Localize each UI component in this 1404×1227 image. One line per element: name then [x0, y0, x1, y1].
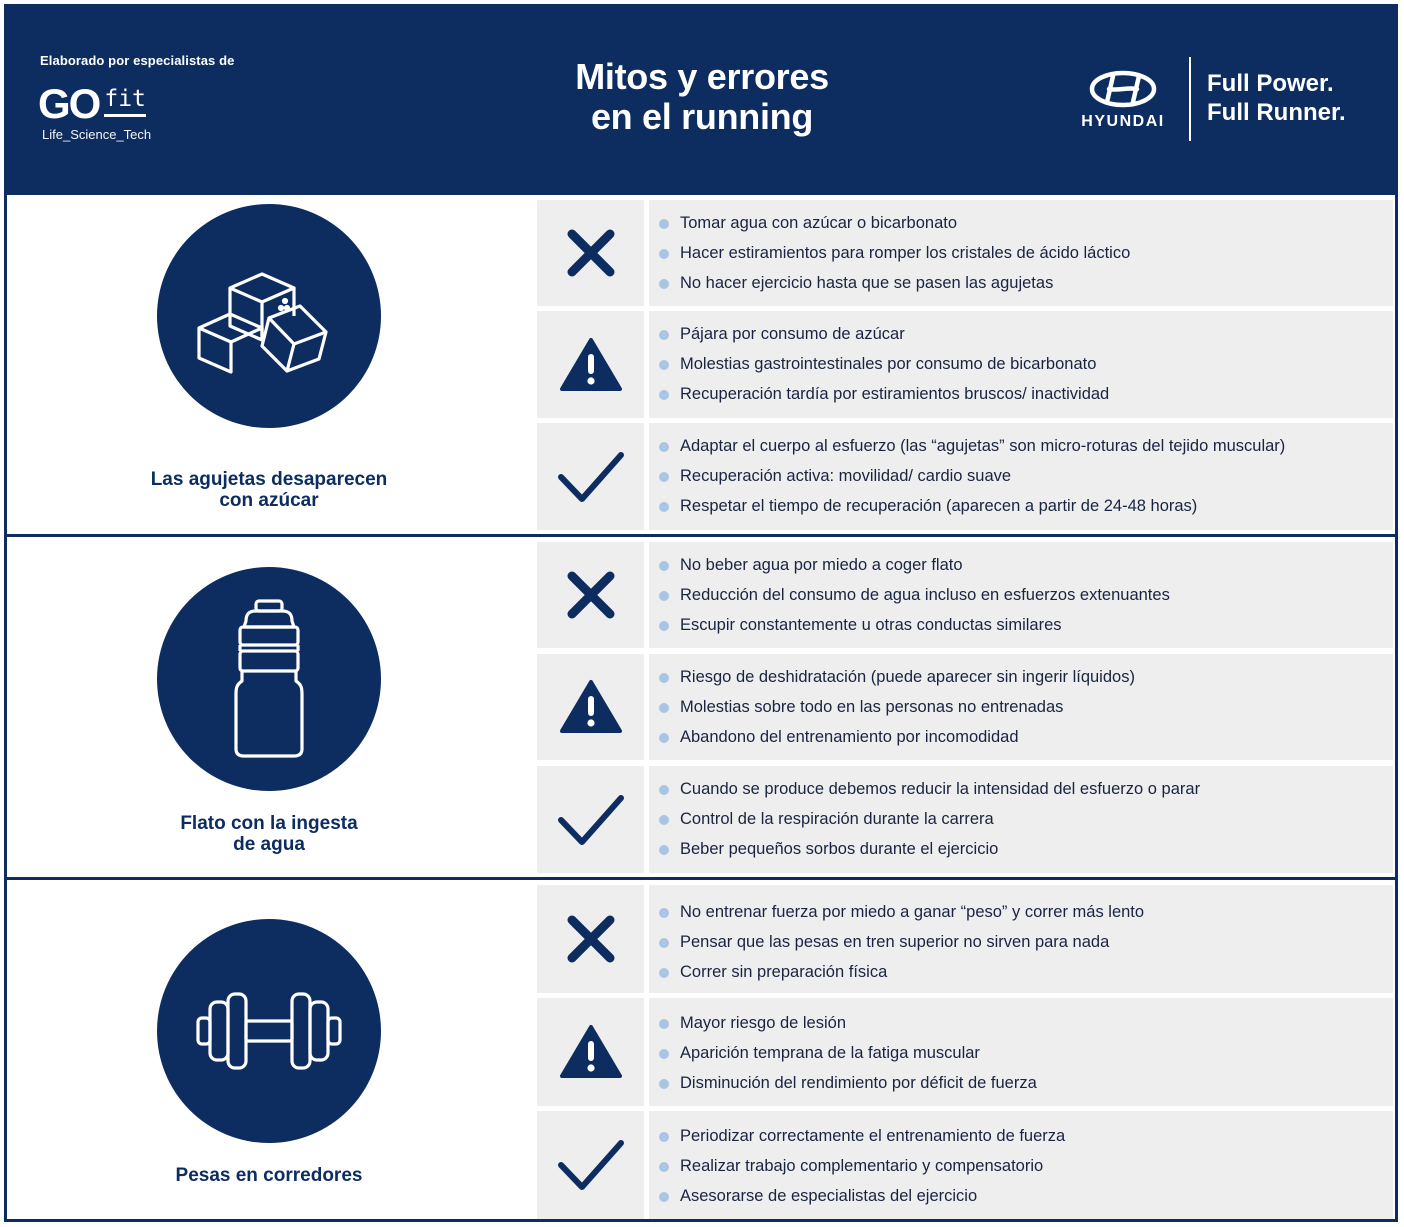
myth-title — [107, 469, 431, 511]
risk-icon-cell — [537, 311, 644, 418]
bullet-icon — [659, 815, 669, 825]
title-line-2: en el running — [590, 96, 814, 137]
myth-icon-circle — [157, 204, 381, 428]
title-line-1: Mitos y errores — [575, 56, 829, 97]
list-item — [659, 1044, 980, 1063]
bullet-icon — [659, 591, 669, 601]
list-item-text: Control de la respiración durante la carrera — [680, 810, 994, 828]
list-item-text: Riesgo de deshidratación (puede aparecer sin ingerir líquidos) — [680, 668, 1135, 686]
risk-list — [649, 654, 1393, 760]
myth-title-line-2: con azúcar — [219, 490, 319, 511]
list-item-text: Abandono del entrenamiento por incomodidad — [680, 728, 1019, 746]
checkmark-icon — [556, 1137, 626, 1193]
risk-list — [649, 311, 1393, 418]
bullet-icon — [659, 330, 669, 340]
list-item-text: Hacer estiramientos para romper los cristales de ácido láctico — [680, 244, 1131, 262]
right-list — [649, 423, 1393, 530]
bullet-icon — [659, 279, 669, 289]
bullet-icon — [659, 968, 669, 978]
list-item-text: Molestias sobre todo en las personas no entrenadas — [680, 698, 1064, 716]
list-item — [659, 963, 887, 982]
list-item-text: Correr sin preparación física — [680, 963, 888, 981]
page-title — [507, 57, 897, 137]
list-item — [659, 810, 994, 829]
list-item — [659, 274, 1053, 293]
section-divider — [7, 534, 1395, 537]
list-item — [659, 616, 1062, 635]
list-item — [659, 437, 1285, 456]
myth-title-line-2: de agua — [233, 834, 305, 855]
list-item-text: Periodizar correctamente el entrenamiento de fuerza — [680, 1127, 1066, 1145]
list-item-text: Asesorarse de especialistas del ejercicio — [680, 1187, 978, 1205]
list-item — [659, 355, 1096, 374]
myth-title — [107, 1165, 431, 1186]
checkmark-icon — [556, 449, 626, 505]
slogan-line-2: Full Runner. — [1207, 99, 1346, 126]
list-item-text: Cuando se produce debemos reducir la intensidad del esfuerzo o parar — [680, 780, 1201, 798]
list-item — [659, 1187, 977, 1206]
bullet-icon — [659, 845, 669, 855]
bullet-icon — [659, 390, 669, 400]
list-item — [659, 385, 1109, 404]
list-item-text: Beber pequeños sorbos durante el ejercicio — [680, 840, 999, 858]
bullet-icon — [659, 908, 669, 918]
wrong-list — [649, 200, 1393, 306]
bullet-icon — [659, 938, 669, 948]
bullet-icon — [659, 621, 669, 631]
bullet-icon — [659, 785, 669, 795]
gofit-logo — [38, 73, 146, 125]
list-item — [659, 933, 1109, 952]
cross-icon — [564, 912, 618, 966]
bullet-icon — [659, 1132, 669, 1142]
list-item — [659, 698, 1063, 717]
list-item — [659, 903, 1144, 922]
bullet-icon — [659, 360, 669, 370]
myth-title-line-1: Pesas en corredores — [175, 1165, 363, 1186]
list-item-text: Mayor riesgo de lesión — [680, 1014, 846, 1032]
list-item-text: Realizar trabajo complementario y compensatorio — [680, 1157, 1044, 1175]
list-item — [659, 780, 1200, 799]
bullet-icon — [659, 733, 669, 743]
checkmark-icon — [556, 792, 626, 848]
list-item — [659, 1074, 1037, 1093]
right-icon-cell — [537, 423, 644, 530]
list-item — [659, 467, 1011, 486]
bullet-icon — [659, 1162, 669, 1172]
myth-icon-circle — [157, 567, 381, 791]
list-item-text: Respetar el tiempo de recuperación (aparecen a partir de 24-48 horas) — [680, 497, 1198, 515]
dumbbell-icon — [194, 986, 344, 1076]
bullet-icon — [659, 673, 669, 683]
bullet-icon — [659, 502, 669, 512]
bullet-icon — [659, 1049, 669, 1059]
water-bottle-icon — [224, 599, 314, 759]
right-list — [649, 1111, 1393, 1219]
list-item — [659, 1127, 1065, 1146]
bullet-icon — [659, 1192, 669, 1202]
hyundai-emblem-icon — [1073, 69, 1173, 111]
list-item-text: Adaptar el cuerpo al esfuerzo (las “agujetas” son micro-roturas del tejido muscular) — [680, 437, 1286, 455]
myth-title-line-1: Las agujetas desaparecen — [150, 469, 388, 490]
infographic — [4, 4, 1398, 1222]
slogan — [1207, 69, 1346, 127]
cross-icon — [564, 568, 618, 622]
bullet-icon — [659, 561, 669, 571]
wrong-list — [649, 542, 1393, 648]
gofit-tagline: Life_Science_Tech — [42, 127, 152, 142]
list-item-text: Pájara por consumo de azúcar — [680, 325, 905, 343]
risk-icon-cell — [537, 998, 644, 1106]
warning-icon — [559, 1024, 623, 1080]
hyundai-logo — [1073, 69, 1173, 131]
wrong-list — [649, 885, 1393, 993]
list-item-text: Disminución del rendimiento por déficit de fuerza — [680, 1074, 1037, 1092]
list-item — [659, 214, 957, 233]
gofit-logo-fit: fit — [104, 84, 146, 117]
list-item-text: Reducción del consumo de agua incluso en esfuerzos extenuantes — [680, 586, 1170, 604]
sugar-cubes-icon — [194, 246, 344, 386]
myth-title-line-1: Flato con la ingesta — [180, 813, 358, 834]
list-item — [659, 1157, 1043, 1176]
cross-icon — [564, 226, 618, 280]
list-item-text: Recuperación tardía por estiramientos bruscos/ inactividad — [680, 385, 1110, 403]
list-item-text: Molestias gastrointestinales por consumo de bicarbonato — [680, 355, 1097, 373]
list-item — [659, 1014, 846, 1033]
myth-title — [107, 813, 431, 855]
bullet-icon — [659, 249, 669, 259]
gofit-caption: Elaborado por especialistas de — [40, 53, 235, 68]
bullet-icon — [659, 1019, 669, 1029]
bullet-icon — [659, 703, 669, 713]
warning-icon — [559, 337, 623, 393]
warning-icon — [559, 679, 623, 735]
list-item — [659, 840, 998, 859]
list-item-text: Escupir constantemente u otras conductas similares — [680, 616, 1062, 634]
risk-icon-cell — [537, 654, 644, 760]
right-icon-cell — [537, 766, 644, 873]
myth-icon-circle — [157, 919, 381, 1143]
right-icon-cell — [537, 1111, 644, 1219]
list-item-text: Tomar agua con azúcar o bicarbonato — [680, 214, 958, 232]
slogan-line-1: Full Power. — [1207, 70, 1334, 97]
risk-list — [649, 998, 1393, 1106]
list-item — [659, 497, 1197, 516]
list-item-text: Pensar que las pesas en tren superior no sirven para nada — [680, 933, 1110, 951]
wrong-icon-cell — [537, 542, 644, 648]
wrong-icon-cell — [537, 885, 644, 993]
bullet-icon — [659, 219, 669, 229]
bullet-icon — [659, 1079, 669, 1089]
right-list — [649, 766, 1393, 873]
list-item — [659, 586, 1170, 605]
section-divider — [7, 877, 1395, 880]
list-item — [659, 668, 1135, 687]
gofit-logo-go: GO — [38, 80, 100, 127]
list-item-text: No beber agua por miedo a coger flato — [680, 556, 963, 574]
list-item — [659, 728, 1019, 747]
list-item — [659, 556, 963, 575]
header — [7, 7, 1395, 195]
list-item-text: Aparición temprana de la fatiga muscular — [680, 1044, 980, 1062]
wrong-icon-cell — [537, 200, 644, 306]
bullet-icon — [659, 442, 669, 452]
list-item-text: Recuperación activa: movilidad/ cardio suave — [680, 467, 1012, 485]
list-item-text: No entrenar fuerza por miedo a ganar “peso” y correr más lento — [680, 903, 1145, 921]
header-divider — [1189, 57, 1191, 141]
hyundai-wordmark: HYUNDAI — [1081, 113, 1165, 130]
list-item-text: No hacer ejercicio hasta que se pasen las agujetas — [680, 274, 1054, 292]
list-item — [659, 244, 1130, 263]
list-item — [659, 325, 905, 344]
bullet-icon — [659, 472, 669, 482]
